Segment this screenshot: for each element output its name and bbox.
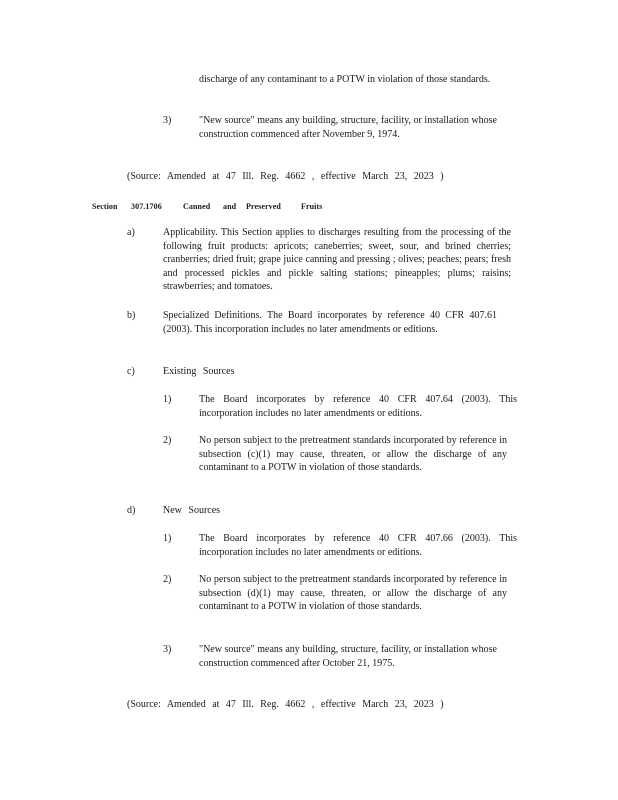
item-label: 3) bbox=[163, 644, 172, 655]
new-sources-title: New Sources bbox=[163, 505, 221, 516]
source-note-bottom: (Source: Amended at 47 Ill. Reg. 4662 , effective March 23, 2023 ) bbox=[127, 699, 444, 710]
item-label: 3) bbox=[163, 115, 172, 126]
section-title-word: Fruits bbox=[301, 202, 323, 211]
applicability-paragraph: Applicability. This Section applies to discharges resulting from the processing of the following fruit products: apricots; caneberries; sweet, sour, and brined cherries; cranberries; dried fruit; grape juice canning and pressing ; olives; peaches; pears; fresh and processed pickles and pickle salting stations; pineapples; plums; raisins; strawberries; and tomatoes. bbox=[163, 227, 511, 293]
item-label: c) bbox=[127, 366, 135, 377]
definitions-paragraph: Specialized Definitions. The Board incorporates by reference 40 CFR 407.61 (2003). This incorporation includes no later amendments or editions. bbox=[163, 310, 497, 335]
section-label: Section bbox=[92, 202, 118, 211]
section-number: 307.1706 bbox=[131, 202, 162, 211]
new-source-definition-1975: "New source" means any building, structure, facility, or installation whose construction commenced after October 21, 1975. bbox=[199, 644, 497, 669]
item-label: d) bbox=[127, 505, 136, 516]
existing-sources-prohibition: No person subject to the pretreatment standards incorporated by reference in subsection (c)(1) may cause, threaten, or allow the discharge of any contaminant to a POTW in violation of those standards. bbox=[199, 435, 507, 474]
section-title-word: and bbox=[223, 202, 237, 211]
new-sources-prohibition: No person subject to the pretreatment standards incorporated by reference in subsection (d)(1) may cause, threaten, or allow the discharge of any contaminant to a POTW in violation of those standards. bbox=[199, 574, 507, 613]
section-title-word: Canned bbox=[183, 202, 211, 211]
item-label: 2) bbox=[163, 574, 172, 585]
new-sources-incorporation: The Board incorporates by reference 40 CFR 407.66 (2003). This incorporation includes no later amendments or editions. bbox=[199, 533, 517, 558]
item-label: 1) bbox=[163, 533, 172, 544]
item-label: 1) bbox=[163, 394, 172, 405]
item-label: b) bbox=[127, 310, 136, 321]
existing-sources-incorporation: The Board incorporates by reference 40 CFR 407.64 (2003). This incorporation includes no later amendments or editions. bbox=[199, 394, 517, 419]
section-title-word: Preserved bbox=[246, 202, 281, 211]
source-note-top: (Source: Amended at 47 Ill. Reg. 4662 , effective March 23, 2023 ) bbox=[127, 171, 444, 182]
existing-sources-title: Existing Sources bbox=[163, 366, 235, 377]
continuation-paragraph: discharge of any contaminant to a POTW in violation of those standards. bbox=[199, 74, 491, 85]
new-source-definition-1974: "New source" means any building, structure, facility, or installation whose construction commenced after November 9, 1974. bbox=[199, 115, 497, 140]
item-label: a) bbox=[127, 227, 135, 238]
item-label: 2) bbox=[163, 435, 172, 446]
